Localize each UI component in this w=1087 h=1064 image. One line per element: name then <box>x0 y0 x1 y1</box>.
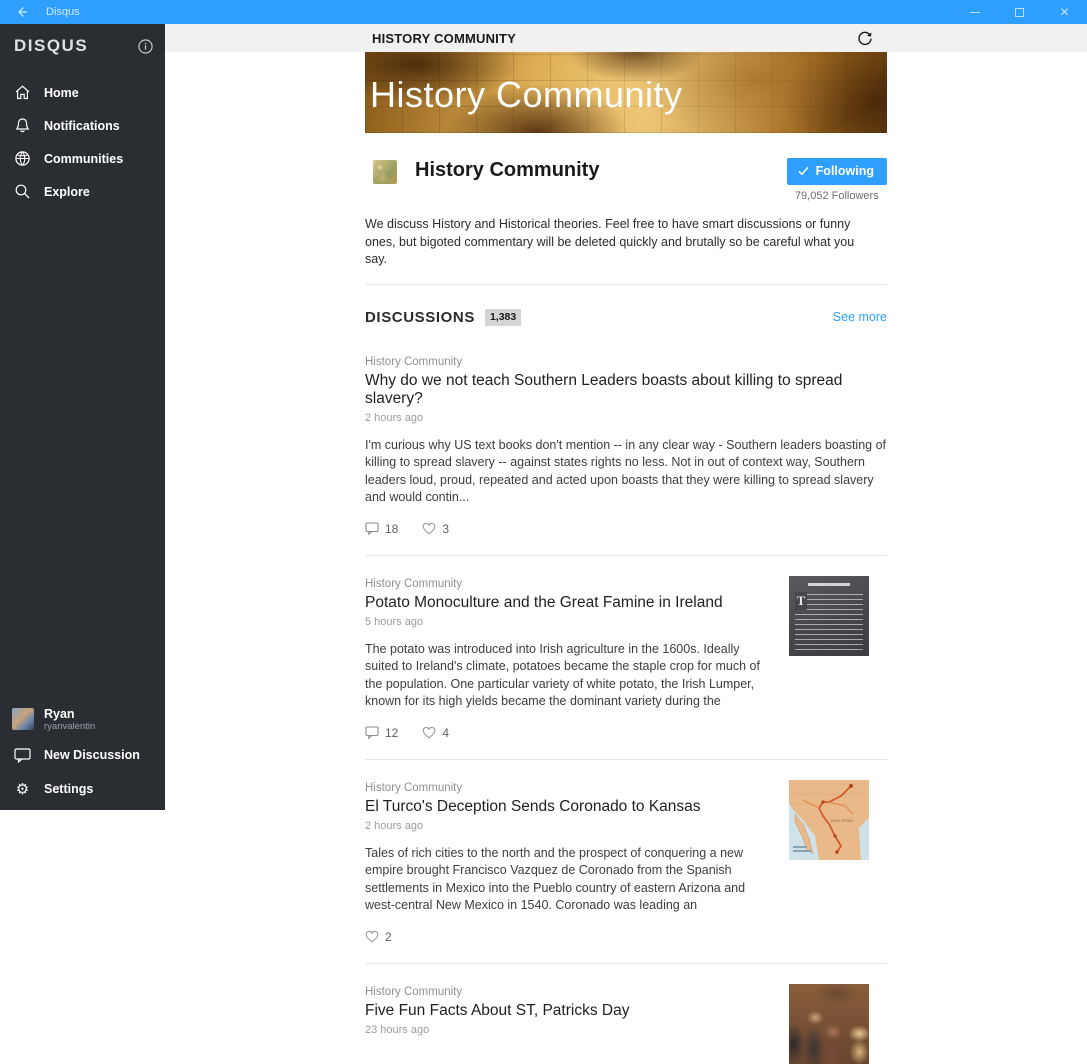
community-banner-image <box>365 52 887 133</box>
discussion-time: 2 hours ago <box>365 411 424 424</box>
comments-stat[interactable] <box>365 522 398 536</box>
discussion-list <box>365 334 887 1055</box>
heart-icon <box>422 522 436 535</box>
sidebar-item-home[interactable] <box>0 76 165 109</box>
discussion-community: History Community <box>365 781 463 794</box>
sidebar-item-label: New Discussion <box>44 748 140 762</box>
discussion-item[interactable] <box>365 334 887 556</box>
window-controls <box>952 0 1087 24</box>
community-description: We discuss History and Historical theories. Feel free to have smart discussions or funny ones, but bigoted commentary will be deleted quickly and brutally so be careful what you say. <box>365 217 855 266</box>
comments-count: 12 <box>385 725 399 740</box>
divider <box>365 284 887 285</box>
comment-icon <box>365 726 379 739</box>
banner-title: History Community <box>370 74 683 115</box>
sidebar-item-label: Communities <box>44 151 124 166</box>
refresh-icon[interactable] <box>857 30 873 46</box>
community-head <box>365 158 887 202</box>
profile-item[interactable] <box>0 701 165 738</box>
gear-icon: ⚙ <box>15 780 30 798</box>
thumbnail-memorial-plaque-image: T <box>789 576 869 656</box>
discussion-community: History Community <box>365 577 463 590</box>
discussion-community: History Community <box>365 355 463 368</box>
sidebar-item-label: Notifications <box>44 118 120 133</box>
community-avatar <box>373 160 397 184</box>
discussion-item[interactable] <box>365 760 887 964</box>
comments-stat[interactable] <box>365 726 398 740</box>
sidebar-item-explore[interactable] <box>0 175 165 208</box>
maximize-icon <box>1015 8 1024 17</box>
main-area <box>165 24 1087 1036</box>
disqus-logo: DISQUS <box>14 36 89 55</box>
search-icon <box>14 183 31 200</box>
page-title: HISTORY COMMUNITY <box>372 30 517 46</box>
speech-bubble-icon <box>14 748 31 763</box>
likes-stat[interactable] <box>422 522 449 536</box>
content-column <box>365 52 887 1055</box>
see-more-link[interactable]: See more <box>832 310 887 324</box>
sidebar-item-new-discussion[interactable] <box>0 738 165 772</box>
maximize-button[interactable] <box>997 0 1042 24</box>
discussion-title[interactable]: Why do we not teach Southern Leaders boasts about killing to spread slavery? <box>365 371 843 407</box>
minimize-icon <box>970 12 980 13</box>
sidebar-item-notifications[interactable] <box>0 109 165 142</box>
discussion-excerpt: Tales of rich cities to the north and the prospect of conquering a new empire brought Francisco Vazquez de Coronado from the Spanish settlements in Mexico into the Pueblo country of eastern Arizona and west-central New Mexico in 1540. Coronado was leading an <box>365 845 746 912</box>
sidebar-item-label: Home <box>44 85 79 100</box>
discussions-header <box>365 309 887 326</box>
titlebar <box>0 0 1087 24</box>
page-header <box>165 24 1087 52</box>
sidebar-nav <box>0 76 165 208</box>
user-avatar <box>12 708 34 730</box>
comments-count: 18 <box>385 521 399 536</box>
sidebar-item-label: Settings <box>44 782 94 796</box>
comment-icon <box>365 522 379 535</box>
close-button[interactable] <box>1042 0 1087 24</box>
check-icon <box>798 166 809 176</box>
sidebar-item-settings[interactable] <box>0 772 165 806</box>
heart-icon <box>365 930 379 943</box>
profile-name: Ryan <box>44 706 75 721</box>
sidebar-item-communities[interactable] <box>0 142 165 175</box>
likes-count: 2 <box>385 929 392 944</box>
info-icon[interactable] <box>138 39 153 54</box>
app-title: Disqus <box>46 6 80 18</box>
back-button[interactable] <box>0 6 44 18</box>
discussions-count-badge: 1,383 <box>485 309 521 326</box>
discussion-excerpt: The potato was introduced into Irish agriculture in the 1600s. Ideally suited to Ireland's climate, potatoes became the staple crop for much of the population. One particular variety of white potato, the Irish Lumper, known for its high yields became the dominant variety during the <box>365 641 760 708</box>
back-arrow-icon <box>16 6 28 18</box>
thumbnail-pub-illustration-image <box>789 984 869 1064</box>
community-name: History Community <box>415 159 600 181</box>
discussion-item[interactable] <box>365 556 887 760</box>
minimize-button[interactable] <box>952 0 997 24</box>
discussion-time: 23 hours ago <box>365 1023 430 1036</box>
discussion-excerpt: I'm curious why US text books don't mention -- in any clear way - Southern leaders boasting of killing to spread slavery -- against states rights no less. Not in out of context way, Southern leaders loud, proud, repeated and acted upon boasts that they were killing to spread slavery and would contin... <box>365 437 886 504</box>
sidebar <box>0 24 165 810</box>
following-label: Following <box>815 164 874 178</box>
heart-icon <box>422 726 436 739</box>
bell-icon <box>14 117 31 134</box>
discussion-item[interactable] <box>365 964 887 1055</box>
sidebar-bottom <box>0 701 165 806</box>
discussions-heading: DISCUSSIONS <box>365 308 475 326</box>
discussion-time: 2 hours ago <box>365 819 424 832</box>
home-icon <box>14 84 31 101</box>
profile-username: ryanvalentin <box>44 721 96 732</box>
discussion-title[interactable]: Five Fun Facts About ST, Patricks Day <box>365 1001 630 1019</box>
discussion-title[interactable]: El Turco's Deception Sends Coronado to Kansas <box>365 797 701 815</box>
discussion-community: History Community <box>365 985 463 998</box>
discussion-title[interactable]: Potato Monoculture and the Great Famine in Ireland <box>365 593 723 611</box>
followers-count: 79,052 Followers <box>794 190 879 202</box>
globe-icon <box>14 150 31 167</box>
close-icon: ✕ <box>1059 5 1070 19</box>
svg-text:NEW SPAIN: NEW SPAIN <box>831 817 854 823</box>
likes-stat[interactable] <box>365 930 392 944</box>
discussion-time: 5 hours ago <box>365 615 424 628</box>
likes-stat[interactable] <box>422 726 449 740</box>
sidebar-item-label: Explore <box>44 184 90 199</box>
following-button[interactable] <box>787 158 887 185</box>
likes-count: 4 <box>442 725 450 740</box>
thumbnail-expedition-map-image <box>789 780 869 860</box>
likes-count: 3 <box>442 521 450 536</box>
